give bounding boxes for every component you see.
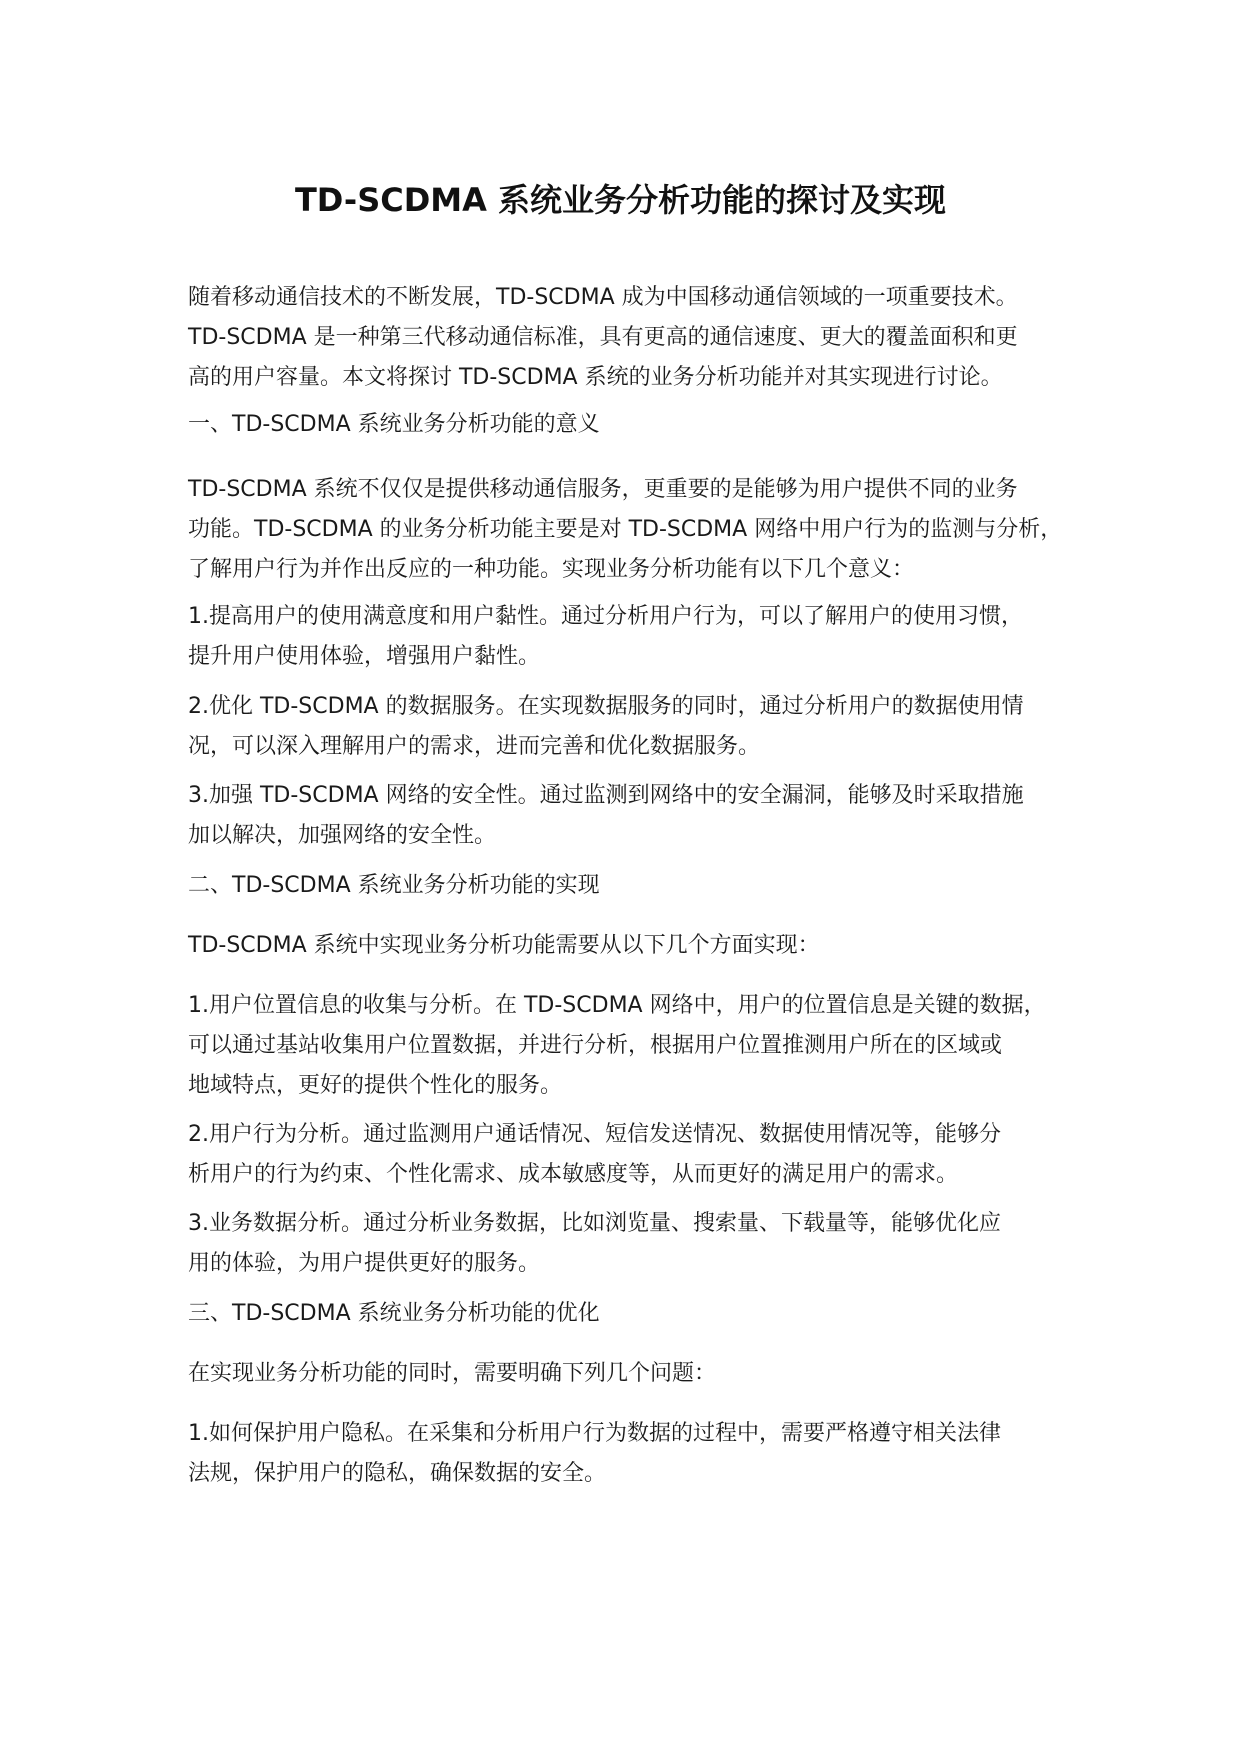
text-line: TD-SCDMA 是一种第三代移动通信标准，具有更高的通信速度、更大的覆盖面积和更 [188,325,1018,350]
list-item [188,986,1078,1106]
text-line: TD-SCDMA 系统中实现业务分析功能需要从以下几个方面实现： [188,933,820,958]
list-item [188,597,1078,677]
text-line: 高的用户容量。本文将探讨 TD-SCDMA 系统的业务分析功能并对其实现进行讨论。 [188,365,1003,390]
list-item [188,776,1078,856]
text-line: 三、TD-SCDMA 系统业务分析功能的优化 [188,1301,600,1326]
text-line: 1.如何保护用户隐私。在采集和分析用户行为数据的过程中，需要严格遵守相关法律 [188,1421,1001,1446]
list-item [188,1414,1078,1494]
text-line: 了解用户行为并作出反应的一种功能。实现业务分析功能有以下几个意义： [188,557,915,582]
text-line: 加以解决，加强网络的安全性。 [188,823,497,848]
paragraph-implementation-intro [188,926,1078,966]
text-line: 用的体验，为用户提供更好的服务。 [188,1251,541,1276]
text-line: 2.优化 TD-SCDMA 的数据服务。在实现数据服务的同时，通过分析用户的数据使用情 [188,694,1024,719]
text-line: TD-SCDMA 系统不仅仅是提供移动通信服务，更重要的是能够为用户提供不同的业务 [188,477,1018,502]
text-line: 况，可以深入理解用户的需求，进而完善和优化数据服务。 [188,734,761,759]
text-line: 3.业务数据分析。通过分析业务数据，比如浏览量、搜索量、下载量等，能够优化应 [188,1211,1001,1236]
text-line: 地域特点，更好的提供个性化的服务。 [188,1073,563,1098]
text-line: 1.用户位置信息的收集与分析。在 TD-SCDMA 网络中，用户的位置信息是关键的数据， [188,993,1046,1018]
text-line: 二、TD-SCDMA 系统业务分析功能的实现 [188,873,600,898]
text-line: 法规，保护用户的隐私，确保数据的安全。 [188,1461,607,1486]
list-item [188,1115,1078,1195]
text-line: 提升用户使用体验，增强用户黏性。 [188,644,541,669]
section-heading-3 [188,1294,1078,1334]
text-line: 2.用户行为分析。通过监测用户通话情况、短信发送情况、数据使用情况等，能够分 [188,1122,1001,1147]
list-item [188,687,1078,767]
section-heading-2 [188,866,1078,906]
section-heading-1 [188,405,1078,445]
text-line: 在实现业务分析功能的同时，需要明确下列几个问题： [188,1361,717,1386]
text-line: 可以通过基站收集用户位置数据，并进行分析，根据用户位置推测用户所在的区域或 [188,1033,1003,1058]
text-line: 一、TD-SCDMA 系统业务分析功能的意义 [188,412,600,437]
text-line: 3.加强 TD-SCDMA 网络的安全性。通过监测到网络中的安全漏洞，能够及时采取措施 [188,783,1024,808]
text-line: 1.提高用户的使用满意度和用户黏性。通过分析用户行为，可以了解用户的使用习惯， [188,604,1023,629]
page-title: TD-SCDMA 系统业务分析功能的探讨及实现 [294,181,947,219]
paragraph-optimization-intro [188,1354,1078,1394]
text-line: 随着移动通信技术的不断发展，TD-SCDMA 成为中国移动通信领域的一项重要技术。 [188,285,1018,310]
list-item [188,1204,1078,1284]
text-line: 功能。TD-SCDMA 的业务分析功能主要是对 TD-SCDMA 网络中用户行为的监测与分析， [188,517,1063,542]
paragraph-intro [188,278,1078,398]
text-line: 析用户的行为约束、个性化需求、成本敏感度等，从而更好的满足用户的需求。 [188,1162,959,1187]
paragraph-significance [188,470,1078,590]
